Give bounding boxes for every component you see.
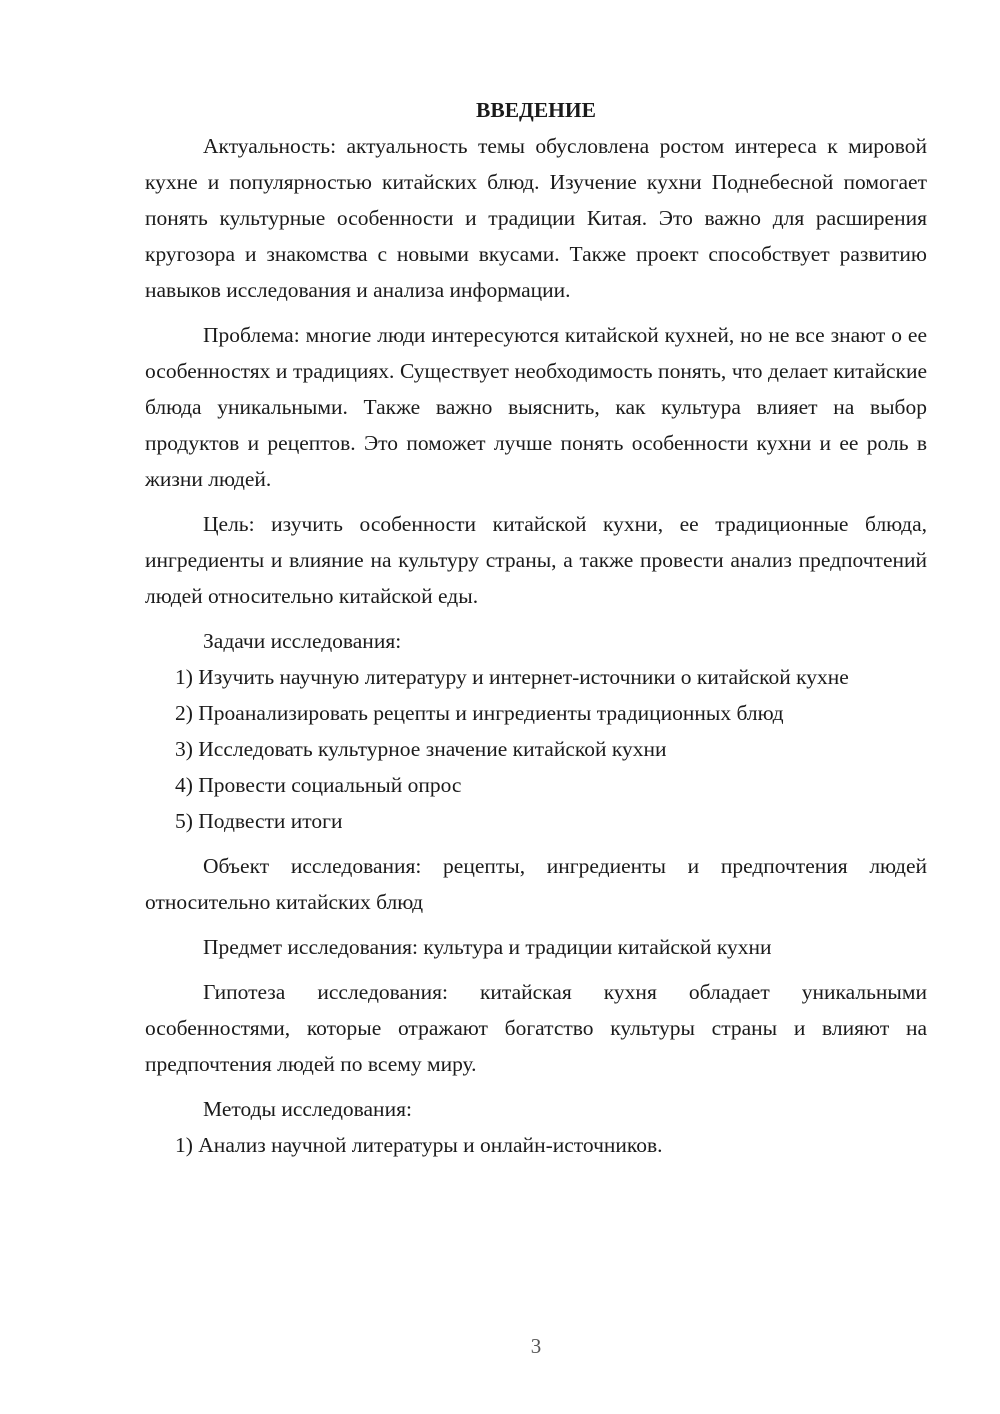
task-item-1: 1) Изучить научную литературу и интернет-источники о китайской кухне — [175, 665, 849, 689]
object-paragraph: Объект исследования: рецепты, ингредиенты и предпочтения людей относительно китайских блюд — [145, 854, 927, 914]
method-item-1: 1) Анализ научной литературы и онлайн-источников. — [175, 1133, 663, 1157]
problem-paragraph: Проблема: многие люди интересуются китайской кухней, но не все знают о ее особенностях и традициях. Существует необходимость понять, что делает китайские блюда уникальными. Также важно выяснить, как культура влияет на выбор продуктов и рецептов. Это поможет лучше понять особенности кухни и ее роль в жизни людей. — [145, 323, 927, 491]
tasks-title: Задачи исследования: — [203, 629, 402, 653]
task-item-2: 2) Проанализировать рецепты и ингредиенты традиционных блюд — [175, 701, 784, 725]
task-item-5: 5) Подвести итоги — [175, 809, 343, 833]
document-body — [145, 92, 927, 1163]
task-item-4: 4) Провести социальный опрос — [175, 773, 462, 797]
page-title: ВВЕДЕНИЕ — [476, 98, 596, 122]
hypothesis-paragraph: Гипотеза исследования: китайская кухня обладает уникальными особенностями, которые отражают богатство культуры страны и влияют на предпочтения людей по всему миру. — [145, 980, 927, 1076]
subject-paragraph: Предмет исследования: культура и традиции китайской кухни — [203, 935, 772, 959]
goal-paragraph: Цель: изучить особенности китайской кухни, ее традиционные блюда, ингредиенты и влияние на культуру страны, а также провести анализ предпочтений людей относительно китайской еды. — [145, 512, 927, 608]
page-number: 3 — [530, 1334, 542, 1358]
task-item-3: 3) Исследовать культурное значение китайской кухни — [175, 737, 667, 761]
relevance-paragraph: Актуальность: актуальность темы обусловлена ростом интереса к мировой кухне и популярностью китайских блюд. Изучение кухни Поднебесной помогает понять культурные особенности и традиции Китая. Это важно для расширения кругозора и знакомства с новыми вкусами. Также проект способствует развитию навыков исследования и анализа информации. — [145, 134, 927, 302]
methods-title: Методы исследования: — [203, 1097, 412, 1121]
